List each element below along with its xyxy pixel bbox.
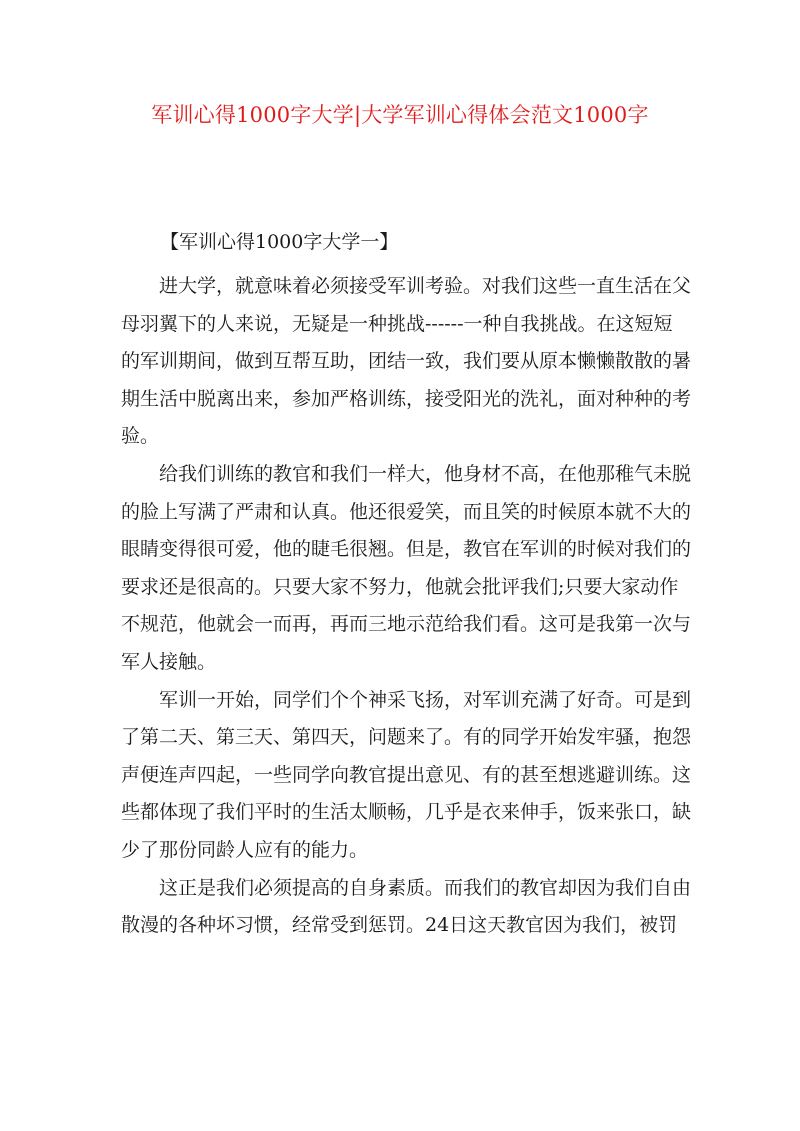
- paragraph: [121, 870, 692, 945]
- paragraph-line: 声便连声四起，一些同学向教官提出意见、有的甚至想逃避训练。这: [121, 763, 692, 786]
- paragraph-line: 少了那份同龄人应有的能力。: [121, 838, 369, 861]
- paragraph-line: 期生活中脱离出来，参加严格训练，接受阳光的洗礼，面对种种的考: [121, 387, 692, 410]
- paragraph-line: 母羽翼下的人来说，无疑是一种挑战------一种自我挑战。在这短短: [121, 312, 673, 335]
- paragraph: [121, 268, 692, 456]
- paragraph-line: 不规范，他就会一而再，再而三地示范给我们看。这可是我第一次与: [121, 613, 692, 636]
- paragraph-line: 要求还是很高的。只要大家不努力，他就会批评我们;只要大家动作: [121, 575, 679, 598]
- paragraph-line: 军训一开始，同学们个个神采飞扬，对军训充满了好奇。可是到: [159, 688, 692, 711]
- document-body: [121, 268, 692, 945]
- paragraph-line: 了第二天、第三天、第四天，问题来了。有的同学开始发牢骚，抱怨: [121, 726, 692, 749]
- paragraph-line: 的军训期间，做到互帮互助，团结一致，我们要从原本懒懒散散的暑: [121, 350, 692, 373]
- paragraph-line: 这正是我们必须提高的自身素质。而我们的教官却因为我们自由: [159, 876, 692, 899]
- paragraph-line: 散漫的各种坏习惯，经常受到惩罚。24日这天教官因为我们，被罚: [121, 914, 678, 937]
- paragraph: [121, 456, 692, 682]
- paragraph-line: 军人接触。: [121, 650, 217, 673]
- section-heading: 【军训心得1000字大学一】: [160, 231, 399, 253]
- paragraph-line: 的脸上写满了严肃和认真。他还很爱笑，而且笑的时候原本就不大的: [121, 500, 692, 523]
- paragraph: [121, 682, 692, 870]
- document-title: 军训心得1000字大学|大学军训心得体会范文1000字: [151, 103, 649, 127]
- paragraph-line: 进大学，就意味着必须接受军训考验。对我们这些一直生活在父: [159, 275, 692, 297]
- paragraph-line: 给我们训练的教官和我们一样大，他身材不高，在他那稚气未脱: [159, 462, 692, 485]
- paragraph-line: 验。: [121, 425, 160, 448]
- paragraph-line: 眼睛变得很可爱，他的睫毛很翘。但是，教官在军训的时候对我们的: [121, 538, 692, 561]
- paragraph-line: 些都体现了我们平时的生活太顺畅，几乎是衣来伸手，饭来张口，缺: [121, 801, 692, 824]
